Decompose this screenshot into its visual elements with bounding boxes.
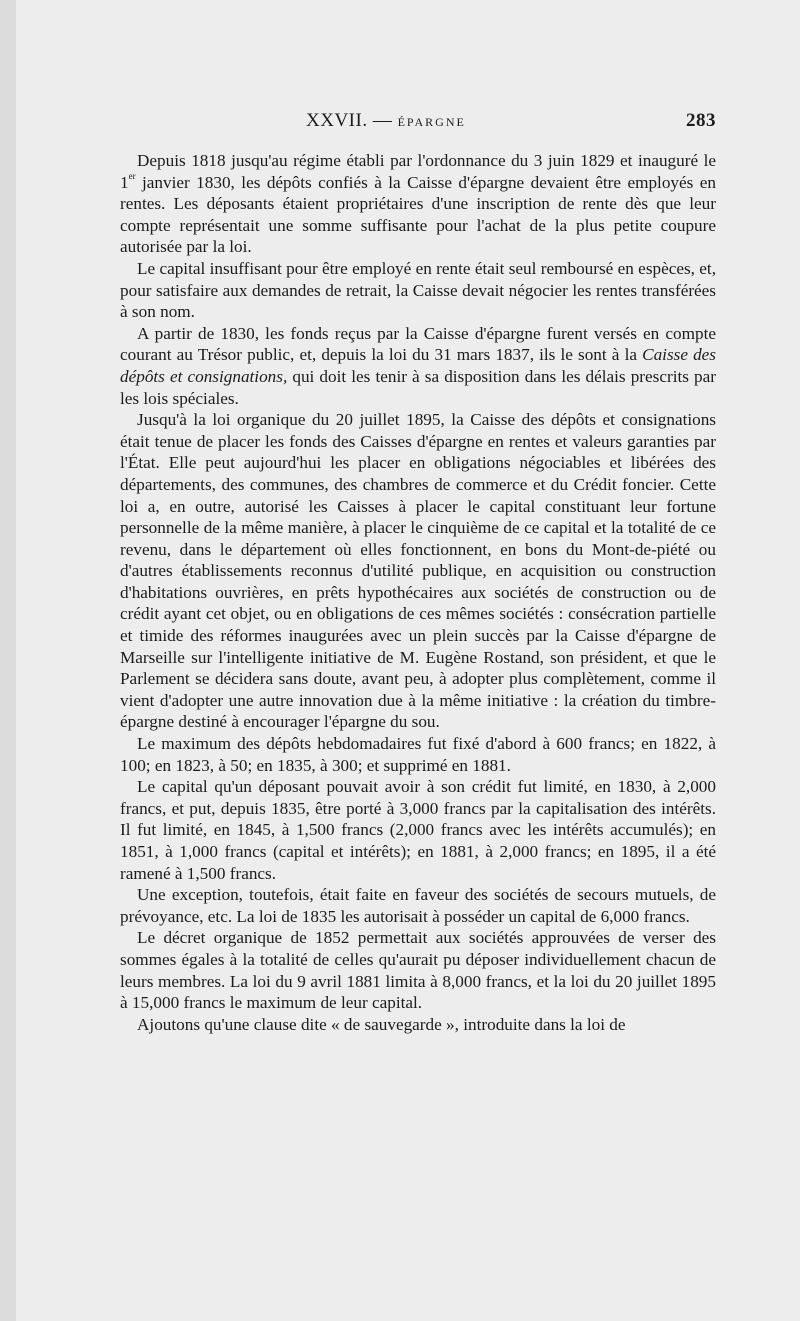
running-header xyxy=(106,110,716,140)
superscript: er xyxy=(128,170,136,181)
paragraph-1: Depuis 1818 jusqu'au régime établi par l'ordonnance du 3 juin 1829 et inauguré le 1er janvier 1830, les dépôts confiés à la Caisse d'épargne devaient être employés en rentes. Les déposants étaient propriétaires d'une inscription de rente dès que leur compte représentait une somme suffisante pour l'achat de la plus petite coupure autorisée par la loi. xyxy=(120,151,716,257)
paragraph-2: Le capital insuffisant pour être employé en rente était seul remboursé en espèces, et, pour satisfaire aux demandes de retrait, la Caisse devait négocier les rentes transférées à son nom. xyxy=(120,258,716,322)
paragraph-8: Le décret organique de 1852 permettait aux sociétés approuvées de verser des sommes égales à la totalité de celles qu'aurait pu déposer individuellement chacun de leurs membres. La loi du 9 avril 1881 limita à 8,000 francs, et la loi du 20 juillet 1895 à 15,000 francs le maximum de leur capital. xyxy=(120,928,716,1013)
paragraph-9: Ajoutons qu'une clause dite « de sauvegarde », introduite dans la loi de xyxy=(137,1014,626,1034)
header-title xyxy=(306,110,466,132)
paragraph-6: Le capital qu'un déposant pouvait avoir à son crédit fut limité, en 1830, à 2,000 francs, et put, depuis 1835, être porté à 3,000 francs par la capitalisation des intérêts. Il fut limité, en 1845, à 1,500 francs (2,000 francs avec les intérêts accumulés); en 1851, à 1,000 francs (capital et intérêts); en 1881, à 2,000 francs; en 1895, il a été ramené à 1,500 francs. xyxy=(120,777,716,883)
body-text xyxy=(120,150,716,1035)
section-title: ÉPARGNE xyxy=(397,115,466,129)
italic-institution: Caisse des dépôts et consignations, xyxy=(120,345,716,386)
paragraph-5: Le maximum des dépôts hebdomadaires fut fixé d'abord à 600 francs; en 1822, à 100; en 1823, à 50; en 1835, à 300; et supprimé en 1881. xyxy=(120,734,716,775)
paragraph-3: A partir de 1830, les fonds reçus par la Caisse d'épargne furent versés en compte courant au Trésor public, et, depuis la loi du 31 mars 1837, ils le sont à la Caisse des dépôts et consignations, qui doit les tenir à sa disposition dans les délais prescrits par les lois spéciales. xyxy=(120,323,716,408)
paragraph-4: Jusqu'à la loi organique du 20 juillet 1895, la Caisse des dépôts et consignations était tenue de placer les fonds des Caisses d'épargne en rentes et valeurs garanties par l'État. Elle peut aujourd'hui les placer en obligations négociables et libérées des départements, des communes, des chambres de commerce et du Crédit foncier. Cette loi a, en outre, autorisé les Caisses à placer le capital constituant leur fortune personnelle de la même manière, à placer le cinquième de ce capital et la totalité de ce revenu, dans le département où elles fonctionnent, en bons du Mont-de-piété ou d'autres établissements reconnus d'utilité publique, en acquisition ou construction d'habitations ouvrières, en prêts hypothécaires aux sociétés de construction ou de crédit ayant cet objet, ou en obligations de ces mêmes sociétés : consécration partielle et timide des réformes inaugurées avec un plein succès par la Caisse d'épargne de Marseille sur l'intelligente initiative de M. Eugène Rostand, son président, et que le Parlement se décidera sans doute, avant peu, à adopter plus complètement, comme il vient d'adopter une autre innovation due à la même initiative : la création du timbre-épargne destiné à encourager l'épargne du sou. xyxy=(120,410,716,732)
book-page xyxy=(16,0,800,1321)
chapter-number: XXVII. xyxy=(306,110,368,131)
page-number: 283 xyxy=(686,110,716,131)
header-dash: — xyxy=(372,110,393,131)
paragraph-7: Une exception, toutefois, était faite en faveur des sociétés de secours mutuels, de prévoyance, etc. La loi de 1835 les autorisait à posséder un capital de 6,000 francs. xyxy=(120,885,716,926)
